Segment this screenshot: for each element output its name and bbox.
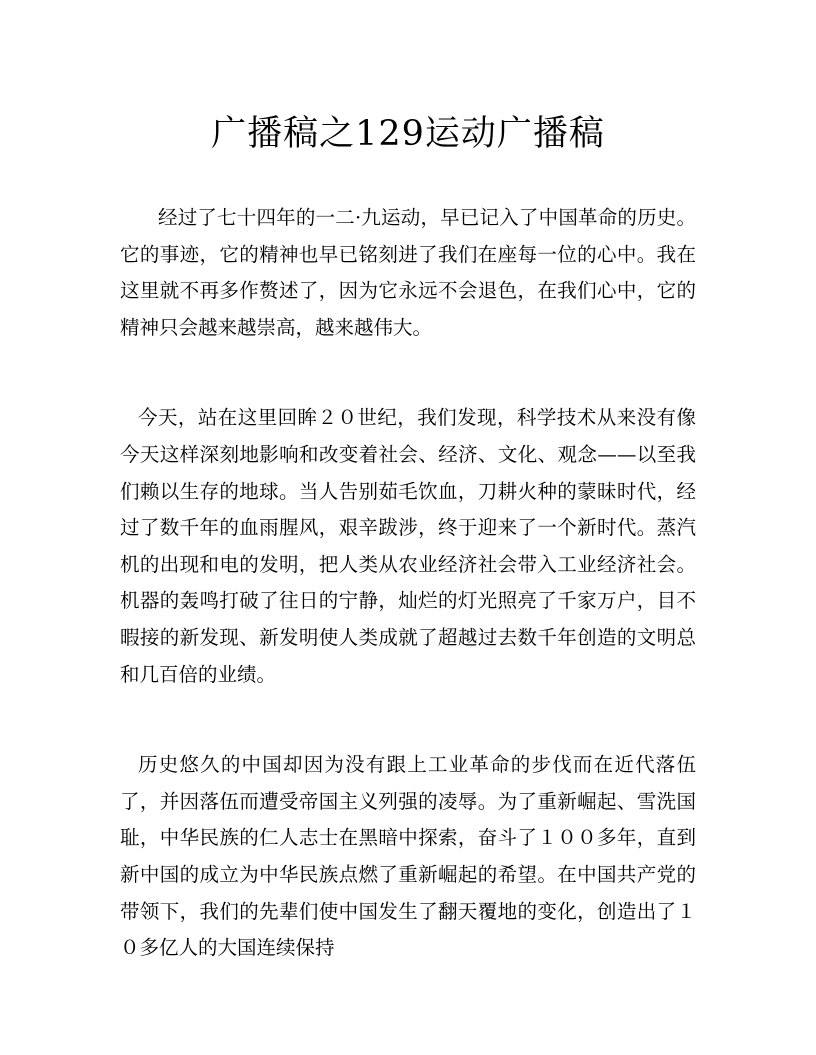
document-body (120, 200, 696, 967)
document-title: 广播稿之129运动广播稿 (211, 114, 605, 154)
paragraph-gap (120, 693, 696, 747)
paragraph-gap (120, 346, 696, 400)
paragraph-2: 今天，站在这里回眸２０世纪，我们发现，科学技术从来没有像今天这样深刻地影响和改变着社会、经济、文化、观念——以至我们赖以生存的地球。当人告别茹毛饮血，刀耕火种的蒙昧时代，经过了数千年的血雨腥风，艰辛跋涉，终于迎来了一个新时代。蒸汽机的出现和电的发明，把人类从农业经济社会带入工业经济社会。机器的轰鸣打破了往日的宁静，灿烂的灯光照亮了千家万户，目不暇接的新发现、新发明使人类成就了超越过去数千年创造的文明总和几百倍的业绩。 (120, 406, 696, 686)
paragraph-1: 经过了七十四年的一二·九运动，早已记入了中国革命的历史。它的事迹，它的精神也早已铭刻进了我们在座每一位的心中。我在这里就不再多作赘述了，因为它永远不会退色，在我们心中，它的精神只会越来越崇高，越来越伟大。 (120, 206, 696, 339)
paragraph-3: 历史悠久的中国却因为没有跟上工业革命的步伐而在近代落伍了，并因落伍而遭受帝国主义列强的凌辱。为了重新崛起、雪洗国耻，中华民族的仁人志士在黑暗中探索，奋斗了１００多年，直到新中国的成立为中华民族点燃了重新崛起的希望。在中国共产党的带领下，我们的先辈们使中国发生了翻天覆地的变化，创造出了１０多亿人的大国连续保持 (120, 753, 696, 960)
